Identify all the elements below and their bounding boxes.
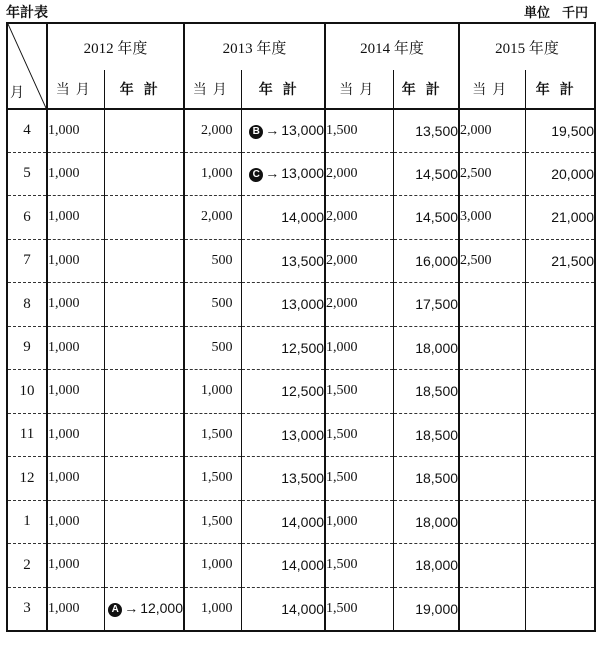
cumulative-value: 13,000 xyxy=(281,122,325,139)
current-month-cell: 1,000 xyxy=(184,370,241,414)
current-month-cell: 1,500 xyxy=(325,413,393,457)
cumulative-value: 13,000 xyxy=(281,296,325,313)
arrow-icon: → xyxy=(124,600,139,616)
cumulative-value: 13,500 xyxy=(281,252,325,269)
cumulative-cell xyxy=(104,196,184,240)
table-row xyxy=(7,109,595,152)
current-month-cell: 1,000 xyxy=(47,326,104,370)
cumulative-cell xyxy=(241,457,325,501)
cumulative-value: 19,500 xyxy=(551,122,595,139)
current-month-cell: 2,500 xyxy=(459,152,525,196)
current-month-cell: 1,000 xyxy=(47,239,104,283)
cumulative-cell xyxy=(393,413,459,457)
annual-total-table xyxy=(6,22,596,632)
cumulative-cell xyxy=(241,152,325,196)
cumulative-cell xyxy=(393,152,459,196)
cumulative-value: 14,500 xyxy=(415,165,459,182)
cumulative-cell xyxy=(241,544,325,588)
cumulative-value: 21,000 xyxy=(551,209,595,226)
cumulative-cell xyxy=(525,239,595,283)
cumulative-header: 年計 xyxy=(393,70,459,109)
table-row xyxy=(7,196,595,240)
cumulative-cell xyxy=(104,152,184,196)
cumulative-value: 13,500 xyxy=(281,470,325,487)
cumulative-cell xyxy=(525,109,595,152)
cumulative-cell xyxy=(104,587,184,631)
unit-label-text: 単位 xyxy=(523,6,550,21)
current-month-header: 当月 xyxy=(47,70,104,109)
current-month-cell: 1,000 xyxy=(184,544,241,588)
current-month-cell xyxy=(459,283,525,327)
cumulative-cell xyxy=(104,283,184,327)
cumulative-cell xyxy=(241,239,325,283)
cumulative-value: 18,500 xyxy=(415,426,459,443)
cumulative-cell xyxy=(525,413,595,457)
current-month-cell: 1,500 xyxy=(325,544,393,588)
cumulative-value: 18,000 xyxy=(415,339,459,356)
month-cell: 2 xyxy=(7,544,47,588)
cumulative-cell xyxy=(525,544,595,588)
current-month-cell: 1,000 xyxy=(47,587,104,631)
corner-cell xyxy=(7,23,47,109)
cumulative-cell xyxy=(104,109,184,152)
cumulative-value: 14,000 xyxy=(281,513,325,530)
cumulative-cell xyxy=(104,370,184,414)
current-month-cell: 2,000 xyxy=(325,239,393,283)
cumulative-cell xyxy=(104,239,184,283)
table-row xyxy=(7,239,595,283)
current-month-cell: 2,000 xyxy=(325,152,393,196)
year-header: 2015 年度 xyxy=(459,23,595,70)
cumulative-cell xyxy=(241,283,325,327)
table-title: 年計表 xyxy=(6,5,48,21)
cumulative-cell xyxy=(104,413,184,457)
current-month-cell: 2,500 xyxy=(459,239,525,283)
cumulative-value: 18,000 xyxy=(415,557,459,574)
current-month-cell: 1,000 xyxy=(47,500,104,544)
current-month-cell: 1,000 xyxy=(47,283,104,327)
cumulative-cell xyxy=(104,500,184,544)
current-month-cell: 1,500 xyxy=(184,413,241,457)
month-cell: 7 xyxy=(7,239,47,283)
cumulative-cell xyxy=(241,413,325,457)
current-month-cell xyxy=(459,500,525,544)
cumulative-cell xyxy=(393,196,459,240)
current-month-cell: 1,000 xyxy=(47,457,104,501)
cumulative-value: 14,000 xyxy=(281,557,325,574)
current-month-header: 当月 xyxy=(184,70,241,109)
current-month-cell: 1,000 xyxy=(184,152,241,196)
cumulative-cell xyxy=(525,587,595,631)
cumulative-cell xyxy=(393,239,459,283)
current-month-cell xyxy=(459,413,525,457)
cumulative-value: 20,000 xyxy=(551,165,595,182)
unit-value: 千円 xyxy=(561,6,588,21)
year-header: 2012 年度 xyxy=(47,23,184,70)
cumulative-cell xyxy=(525,283,595,327)
cumulative-cell xyxy=(393,500,459,544)
cumulative-cell xyxy=(393,283,459,327)
table-row xyxy=(7,587,595,631)
current-month-cell xyxy=(459,326,525,370)
arrow-icon: → xyxy=(265,165,280,182)
current-month-cell: 1,000 xyxy=(47,152,104,196)
current-month-cell xyxy=(459,457,525,501)
current-month-cell: 1,000 xyxy=(47,544,104,588)
table-row xyxy=(7,457,595,501)
year-header: 2014 年度 xyxy=(325,23,459,70)
table-row xyxy=(7,413,595,457)
current-month-cell: 1,000 xyxy=(47,370,104,414)
year-header-row xyxy=(7,23,595,70)
cumulative-value: 12,500 xyxy=(281,383,325,400)
cumulative-value: 19,000 xyxy=(415,600,459,617)
cumulative-cell xyxy=(104,457,184,501)
marker-badge: C xyxy=(249,168,263,182)
cumulative-cell xyxy=(393,544,459,588)
table-row xyxy=(7,152,595,196)
cumulative-value: 13,500 xyxy=(415,122,459,139)
month-cell: 10 xyxy=(7,370,47,414)
month-cell: 3 xyxy=(7,587,47,631)
current-month-cell: 1,500 xyxy=(184,500,241,544)
cumulative-value: 12,000 xyxy=(140,600,184,616)
current-month-cell: 1,500 xyxy=(325,457,393,501)
cumulative-header: 年計 xyxy=(104,70,184,109)
cumulative-cell xyxy=(525,370,595,414)
cumulative-cell xyxy=(241,196,325,240)
month-cell: 1 xyxy=(7,500,47,544)
current-month-cell: 1,000 xyxy=(325,326,393,370)
subheader-row xyxy=(7,70,595,109)
cumulative-value: 14,000 xyxy=(281,209,325,226)
arrow-icon: → xyxy=(265,122,280,139)
cumulative-value: 13,000 xyxy=(281,165,325,182)
cumulative-cell xyxy=(525,326,595,370)
table-row xyxy=(7,283,595,327)
cumulative-cell xyxy=(104,326,184,370)
month-cell: 5 xyxy=(7,152,47,196)
cumulative-cell xyxy=(393,109,459,152)
cumulative-cell xyxy=(241,109,325,152)
current-month-cell xyxy=(459,544,525,588)
month-cell: 11 xyxy=(7,413,47,457)
table-row xyxy=(7,370,595,414)
month-cell: 6 xyxy=(7,196,47,240)
cumulative-value: 14,500 xyxy=(415,209,459,226)
cumulative-header: 年計 xyxy=(525,70,595,109)
current-month-cell: 500 xyxy=(184,239,241,283)
current-month-cell: 1,500 xyxy=(325,370,393,414)
current-month-cell: 2,000 xyxy=(184,109,241,152)
current-month-cell: 1,500 xyxy=(325,109,393,152)
current-month-header: 当月 xyxy=(325,70,393,109)
cumulative-cell xyxy=(241,370,325,414)
year-header: 2013 年度 xyxy=(184,23,325,70)
month-cell: 9 xyxy=(7,326,47,370)
cumulative-cell xyxy=(241,500,325,544)
cumulative-cell xyxy=(525,196,595,240)
current-month-cell: 2,000 xyxy=(325,283,393,327)
current-month-cell: 2,000 xyxy=(459,109,525,152)
cumulative-value: 18,500 xyxy=(415,383,459,400)
current-month-cell: 3,000 xyxy=(459,196,525,240)
current-month-header: 当月 xyxy=(459,70,525,109)
unit-label xyxy=(524,2,588,21)
cumulative-cell xyxy=(525,500,595,544)
cumulative-cell xyxy=(241,587,325,631)
cumulative-cell xyxy=(393,326,459,370)
table-row xyxy=(7,500,595,544)
table-body xyxy=(7,109,595,631)
month-cell: 8 xyxy=(7,283,47,327)
month-header: 月 xyxy=(10,86,24,101)
current-month-cell: 500 xyxy=(184,283,241,327)
cumulative-cell xyxy=(104,544,184,588)
current-month-cell: 1,000 xyxy=(47,413,104,457)
current-month-cell: 2,000 xyxy=(325,196,393,240)
cumulative-value: 13,000 xyxy=(281,426,325,443)
cumulative-cell xyxy=(525,457,595,501)
cumulative-value: 18,500 xyxy=(415,470,459,487)
current-month-cell: 1,000 xyxy=(184,587,241,631)
cumulative-cell xyxy=(241,326,325,370)
cumulative-cell xyxy=(525,152,595,196)
cumulative-cell xyxy=(393,457,459,501)
cumulative-value: 18,000 xyxy=(415,513,459,530)
cumulative-cell xyxy=(393,370,459,414)
current-month-cell: 1,000 xyxy=(47,109,104,152)
current-month-cell: 1,500 xyxy=(184,457,241,501)
cumulative-header: 年計 xyxy=(241,70,325,109)
current-month-cell: 2,000 xyxy=(184,196,241,240)
cumulative-value: 16,000 xyxy=(415,252,459,269)
cumulative-value: 21,500 xyxy=(551,252,595,269)
marker-badge: B xyxy=(249,125,263,139)
marker-badge: A xyxy=(108,603,122,617)
current-month-cell: 1,500 xyxy=(325,587,393,631)
current-month-cell: 500 xyxy=(184,326,241,370)
table-row xyxy=(7,544,595,588)
cumulative-value: 17,500 xyxy=(415,296,459,313)
month-cell: 12 xyxy=(7,457,47,501)
current-month-cell: 1,000 xyxy=(325,500,393,544)
current-month-cell: 1,000 xyxy=(47,196,104,240)
cumulative-value: 14,000 xyxy=(281,600,325,617)
month-cell: 4 xyxy=(7,109,47,152)
cumulative-value: 12,500 xyxy=(281,339,325,356)
current-month-cell xyxy=(459,370,525,414)
current-month-cell xyxy=(459,587,525,631)
cumulative-cell xyxy=(393,587,459,631)
table-row xyxy=(7,326,595,370)
